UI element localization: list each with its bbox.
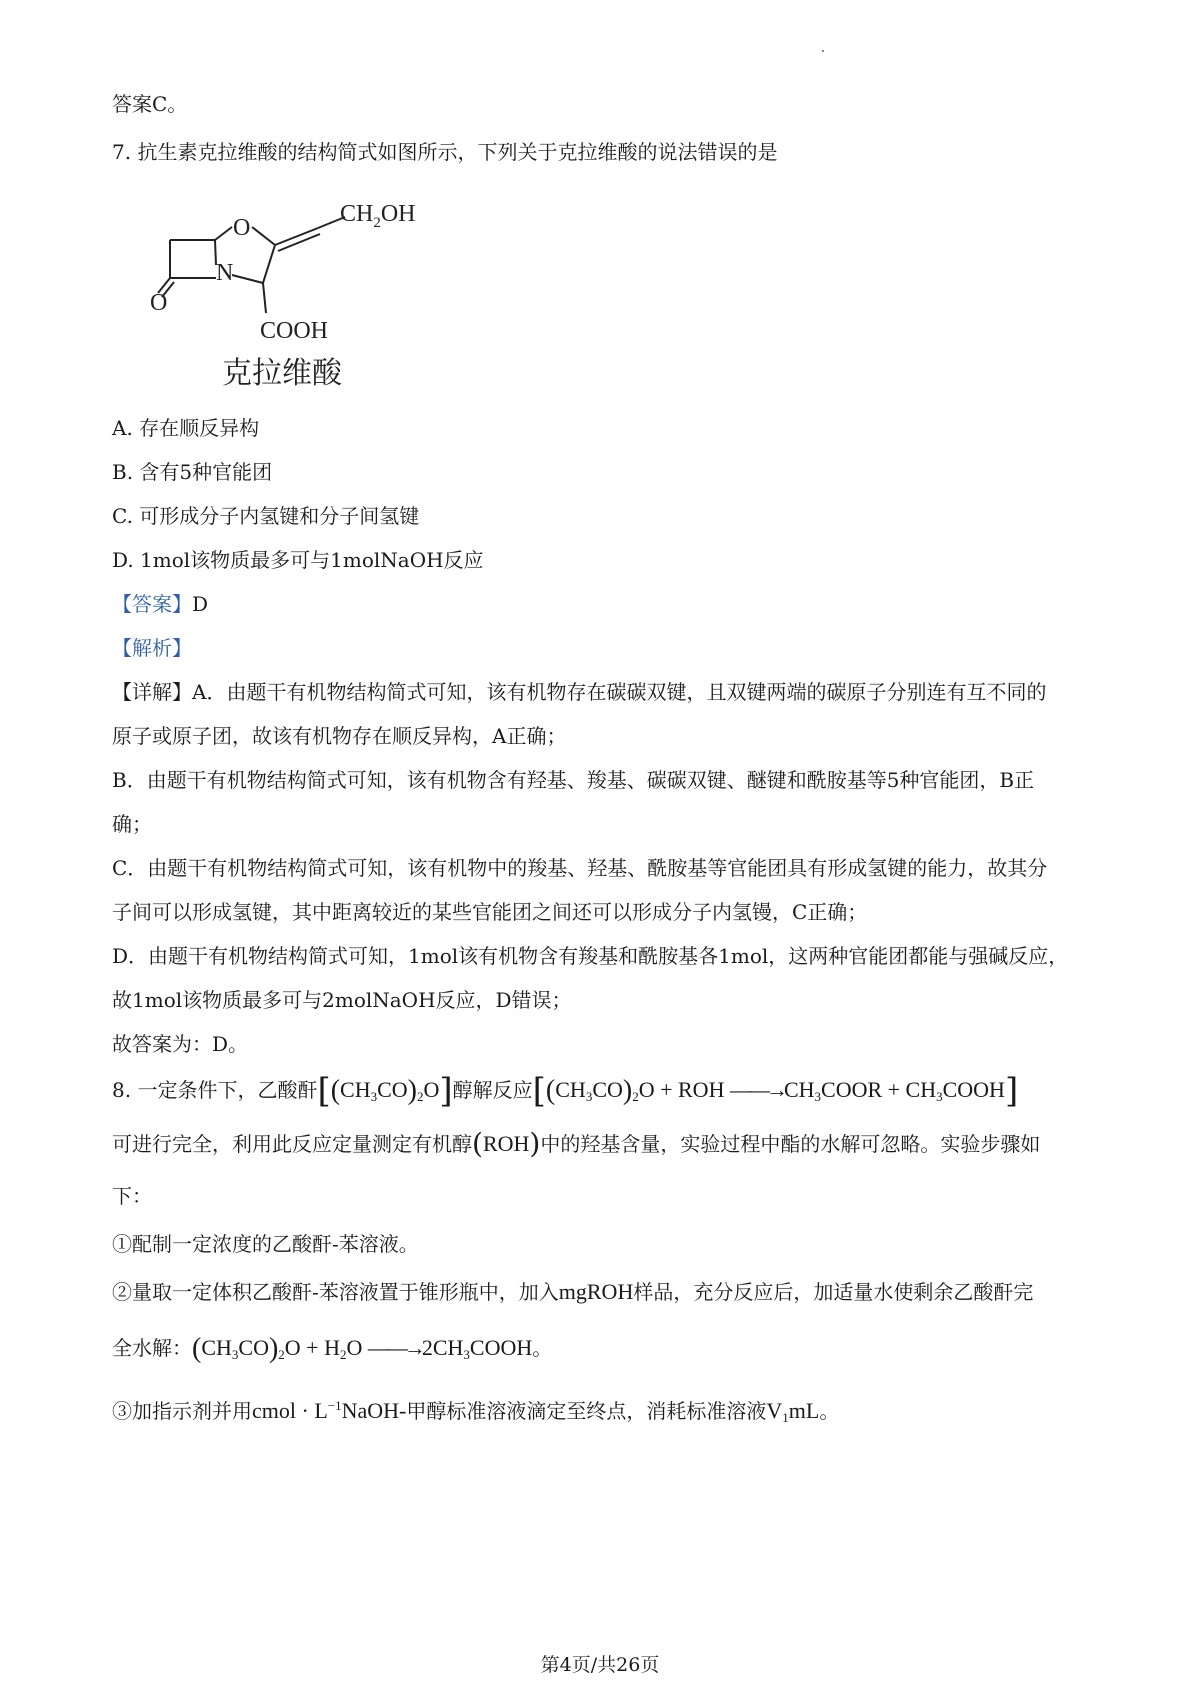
bond: [263, 245, 275, 283]
detail-line: 故1mol该物质最多可与2molNaOH反应，D错误；: [112, 988, 572, 1012]
acetic-anhydride-formula: $(CH_3CO)_2O$: [330, 1075, 440, 1106]
detail-line: 原子或原子团，故该有机物存在顺反异构，A正确；: [112, 724, 567, 748]
ring-oxygen-label: O: [233, 215, 251, 241]
alcoholysis-equation: $(CH_3CO)_2O$ + ROH $——\to CH_3COOR$ + $CH_3COOH$: [545, 1075, 1005, 1106]
carbonyl-oxygen-label: O: [150, 290, 168, 316]
detail-line: 确；: [112, 812, 152, 836]
detail-line: 【详解】A．由题干有机物结构简式可知，该有机物存在碳碳双键，且双键两端的碳原子分别连有互不同的: [112, 680, 1047, 704]
step-1: ①配制一定浓度的乙酸酐-苯溶液。: [112, 1232, 419, 1256]
bond: [232, 275, 263, 283]
answer-value: D: [192, 592, 209, 616]
option-c: C. 可形成分子内氢键和分子间氢键: [112, 504, 420, 528]
detail-line: D．由题干有机物结构简式可知，1mol该有机物含有羧基和酰胺基各1mol，这两种官能团都能与强碱反应，: [112, 944, 1069, 968]
cooh-label: COOH: [260, 318, 329, 344]
question-8-line-1: 8. 一定条件下，乙酸酐$[(CH_3CO)_2O]$醇解反应[$(CH_3CO)_2O$ + ROH $——\to CH_3COOR$ + $CH_3COOH$]: [112, 1071, 1019, 1111]
detail-line: 故答案为：D。: [112, 1032, 249, 1056]
ch2oh-label: $CH_2OH$: [340, 201, 416, 231]
analysis-tag: 【解析】: [112, 636, 192, 660]
question-8-line-3: 下：: [112, 1184, 152, 1208]
answer-line: [112, 590, 208, 618]
step-2-equation: 全水解：$(CH_3CO)_2O + H_2O$ $——\to 2CH_3COOH$。: [112, 1333, 553, 1364]
detail-line: 子间可以形成氢键，其中距离较近的某些官能团之间还可以形成分子内氢镘，C正确；: [112, 900, 868, 924]
option-d: D. 1mol该物质最多可与1molNaOH反应: [112, 548, 484, 572]
detail-line: C．由题干有机物结构简式可知，该有机物中的羧基、羟基、酰胺基等官能团具有形成氢键的能力，故其分: [112, 856, 1048, 880]
previous-answer: 答案C。: [112, 92, 188, 116]
bond: [252, 227, 275, 245]
option-a: A. 存在顺反异构: [112, 416, 260, 440]
step-2: ②量取一定体积乙酸酐-苯溶液置于锥形瓶中，加入mgROH样品，充分反应后，加适量水使剩余乙酸酐完: [112, 1279, 1034, 1304]
detail-line: B．由题干有机物结构简式可知，该有机物含有羟基、羧基、碳碳双键、醚键和酰胺基等5种官能团，B正: [112, 768, 1035, 792]
nitrogen-label: N: [216, 260, 234, 286]
option-b: B. 含有5种官能团: [112, 460, 273, 484]
question-8-line-2: 可进行完全，利用此反应定量测定有机醇(ROH)中的羟基含量，实验过程中酯的水解可忽略。实验步骤如: [112, 1127, 1041, 1160]
page-footer: 第4页/共26页: [540, 1654, 660, 1676]
figure-caption: 克拉维酸: [222, 356, 342, 391]
answer-tag: 【答案】: [112, 592, 192, 616]
step-3: ③加指示剂并用cmol · $L^{-1}NaOH-$甲醇标准溶液滴定至终点，消耗标准溶液$V_1mL$。: [112, 1398, 840, 1425]
volume-v1: $V_1mL$: [766, 1398, 820, 1425]
bond: [263, 283, 266, 313]
naoh-concentration: cmol · $L^{-1}NaOH-$: [252, 1398, 407, 1423]
clavulanic-acid-structure: [150, 201, 430, 395]
hydrolysis-equation: $(CH_3CO)_2O + H_2O$ $——\to 2CH_3COOH$: [192, 1333, 533, 1364]
question-7-stem: 7. 抗生素克拉维酸的结构简式如图所示，下列关于克拉维酸的说法错误的是: [112, 140, 778, 164]
scan-speck: [822, 50, 824, 52]
bond: [215, 227, 232, 240]
